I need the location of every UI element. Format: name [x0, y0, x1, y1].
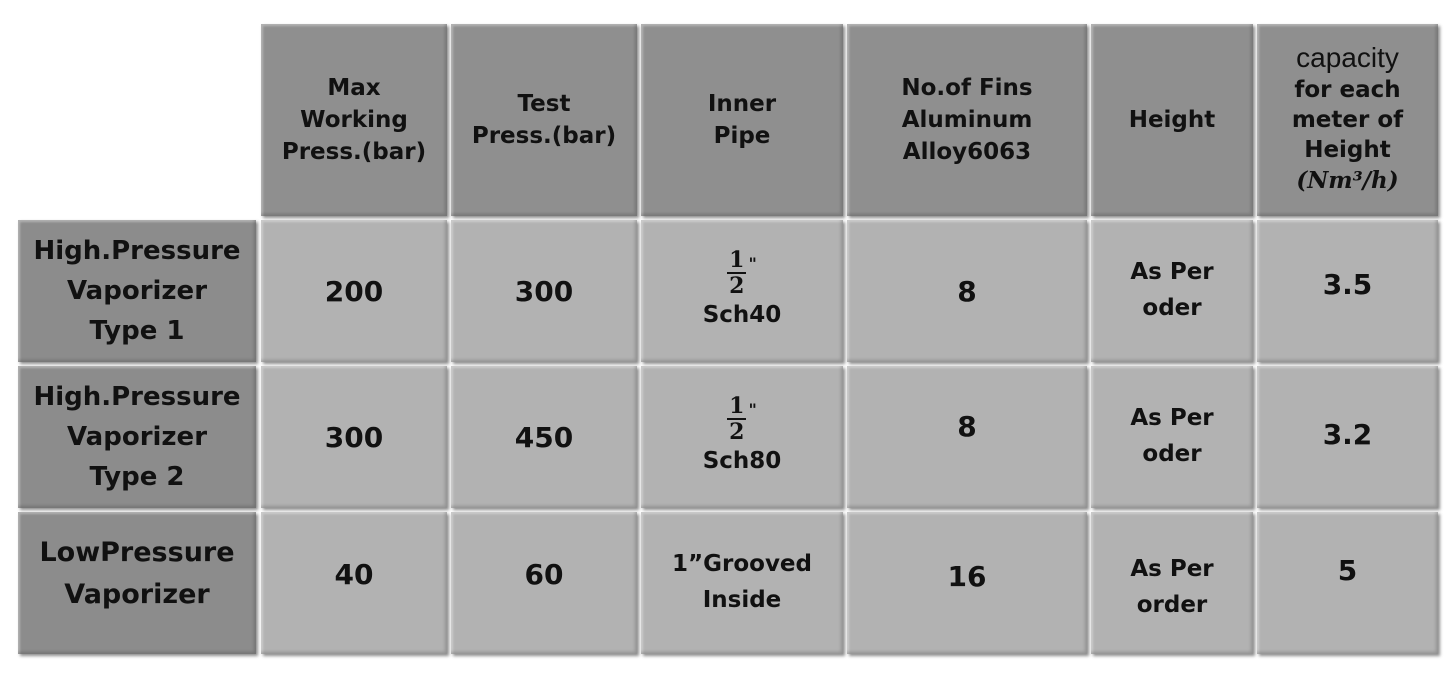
- header-text-line: Height: [1128, 106, 1216, 133]
- inch-mark: ": [748, 253, 757, 273]
- header-text-line: Alloy6063: [902, 139, 1032, 166]
- cell-inner-pipe: [641, 512, 843, 654]
- cell-value: 16: [947, 560, 987, 593]
- header-text-line: capacity: [1296, 42, 1399, 74]
- header-unit: (Nm³/h): [1296, 166, 1399, 194]
- cell-line: As Per: [1130, 405, 1214, 432]
- row-header-hp-type1: [18, 220, 256, 362]
- cell-value: 3.5: [1322, 268, 1373, 301]
- header-text-line: Max: [327, 74, 381, 101]
- header-text-line: Pipe: [713, 123, 771, 149]
- cell-line: order: [1136, 592, 1208, 618]
- cell-line: As Per: [1130, 556, 1214, 583]
- fraction-denominator: 2: [729, 273, 745, 300]
- cell-test-press: [451, 512, 637, 654]
- cell-fins: [847, 220, 1087, 362]
- cell-value: 5: [1337, 554, 1358, 587]
- header-no-of-fins: [847, 24, 1087, 216]
- row-header-low-pressure: [18, 512, 256, 654]
- pipe-size-fraction: [727, 394, 757, 444]
- header-text-line: No.of Fins: [901, 74, 1033, 101]
- cell-line: oder: [1142, 295, 1202, 321]
- fraction-denominator: 2: [729, 419, 745, 446]
- header-height: [1091, 24, 1253, 216]
- cell-value: 8: [957, 274, 977, 308]
- header-text-line: Aluminum: [901, 106, 1033, 133]
- header-text-line: Press.(bar): [281, 139, 427, 166]
- row-header-line: Vaporizer: [66, 275, 208, 306]
- cell-line: 1”Grooved: [672, 551, 812, 578]
- cell-value: 200: [324, 274, 384, 308]
- cell-value: 3.2: [1322, 418, 1373, 451]
- cell-test-press: [451, 366, 637, 508]
- cell-height: [1091, 220, 1253, 362]
- row-header-hp-type2: [18, 366, 256, 508]
- header-text-line: for each: [1294, 77, 1401, 104]
- cell-line: As Per: [1130, 259, 1214, 286]
- inch-mark: ": [748, 399, 757, 419]
- header-text-line: Height: [1304, 137, 1391, 163]
- header-text-line: Working: [300, 106, 408, 133]
- cell-inner-pipe: [641, 366, 843, 508]
- cell-capacity: [1257, 512, 1438, 654]
- row-header-line: Type 2: [89, 462, 185, 493]
- cell-line: oder: [1142, 441, 1202, 467]
- fraction-numerator: 1: [729, 392, 745, 419]
- cell-height: [1091, 512, 1253, 654]
- header-text-line: meter of: [1291, 107, 1404, 134]
- cell-height: [1091, 366, 1253, 508]
- fraction-numerator: 1: [729, 246, 745, 273]
- header-test-press: [451, 24, 637, 216]
- header-capacity: [1257, 24, 1438, 216]
- cell-capacity: [1257, 220, 1438, 362]
- header-inner-pipe: [641, 24, 843, 216]
- cell-max-working-press: [261, 220, 447, 362]
- cell-max-working-press: [261, 366, 447, 508]
- cell-line: Inside: [702, 587, 782, 613]
- pipe-size-fraction: [727, 248, 757, 298]
- row-header-line: Vaporizer: [66, 421, 208, 452]
- cell-capacity: [1257, 366, 1438, 508]
- cell-max-working-press: [261, 512, 447, 654]
- row-header-line: High.Pressure: [33, 381, 241, 412]
- cell-value: 300: [324, 420, 384, 454]
- header-text-line: Press.(bar): [471, 123, 617, 149]
- cell-value: 450: [514, 420, 574, 454]
- cell-fins: [847, 512, 1087, 654]
- row-header-line: Vaporizer: [64, 578, 210, 610]
- cell-value: 60: [524, 558, 564, 591]
- cell-fins: [847, 366, 1087, 508]
- row-header-line: LowPressure: [39, 537, 235, 568]
- row-header-line: Type 1: [89, 316, 185, 347]
- cell-value: 40: [334, 558, 374, 591]
- cell-value: 300: [514, 274, 574, 308]
- pipe-schedule: Sch80: [702, 448, 782, 475]
- header-text-line: Inner: [707, 90, 777, 117]
- cell-test-press: [451, 220, 637, 362]
- pipe-schedule: Sch40: [702, 302, 782, 329]
- cell-inner-pipe: [641, 220, 843, 362]
- header-text-line: Test: [517, 90, 571, 117]
- header-max-working-press: [261, 24, 447, 216]
- cell-value: 8: [957, 410, 977, 443]
- row-header-line: High.Pressure: [33, 235, 241, 266]
